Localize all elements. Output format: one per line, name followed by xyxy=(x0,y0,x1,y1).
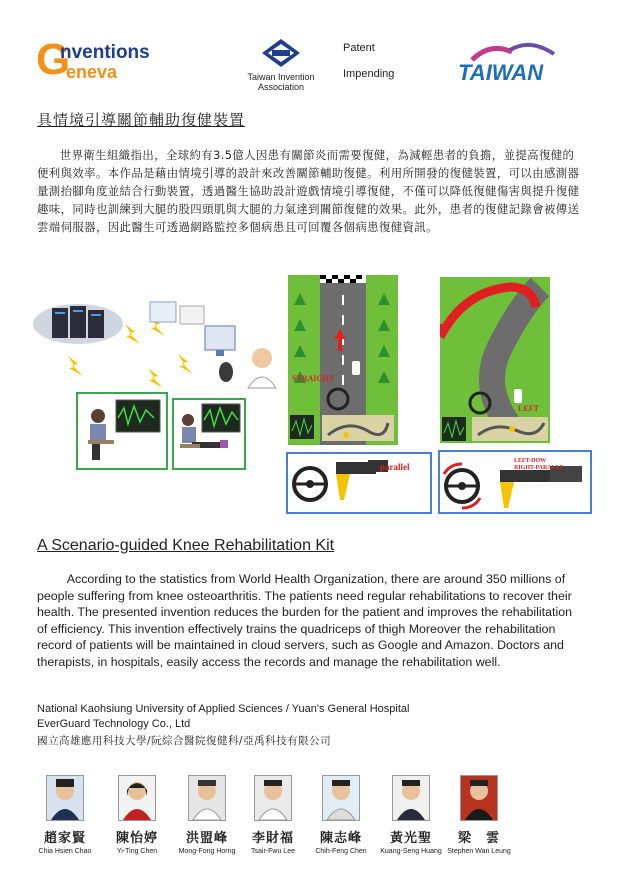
organization-line2: EverGuard Technology Co., Ltd xyxy=(37,718,191,730)
game-screen-straight xyxy=(288,275,398,445)
person-zh-name: 陳怡婷 xyxy=(115,831,158,846)
person-zh-name: 李財福 xyxy=(251,831,294,846)
person-en-name: Stephen Wan Leung xyxy=(447,848,511,855)
person-card xyxy=(102,775,172,855)
logo-geneva-text: eneva xyxy=(66,62,118,82)
logo-inventions-text: nventions xyxy=(60,42,150,63)
organization-line3-zh: 國立高雄應用科技大學/阮綜合醫院復健科/亞禹科技有限公司 xyxy=(37,735,332,747)
game-screen-left-turn xyxy=(440,277,550,443)
person-zh-name: 洪盟峰 xyxy=(185,831,228,846)
person-zh-name: 黃光聖 xyxy=(389,831,432,846)
microphone-icon xyxy=(219,362,233,382)
inventions-geneva-logo xyxy=(36,35,176,88)
lightning-icon xyxy=(125,324,140,344)
zh-title: 具情境引導關節輔助復健裝置 xyxy=(37,111,246,129)
person-card xyxy=(238,775,308,855)
taiwan-invention-association-logo xyxy=(246,38,316,94)
person-zh-name: 陳志峰 xyxy=(319,831,362,846)
car-icon xyxy=(514,389,522,403)
person-card xyxy=(376,775,446,855)
avatar xyxy=(322,775,360,821)
document-icon xyxy=(150,302,176,322)
person-card xyxy=(444,775,514,855)
parallel-label: parallel xyxy=(380,462,410,472)
patient-leg-raised-panel xyxy=(172,398,246,470)
person-en-name: Tsair-Fwu Lee xyxy=(251,848,295,855)
patient-seated-panel xyxy=(76,392,168,470)
taiwan-logo xyxy=(450,40,590,86)
left-label: LEFT xyxy=(518,404,539,413)
foot-sensor-icon xyxy=(500,482,514,508)
avatar xyxy=(392,775,430,821)
tia-emblem-icon xyxy=(261,38,301,68)
zh-paragraph: 世界衛生組織指出，全球約有3.5億人因患有關節炎而需要復健，為減輕患者的負擔，並提高復健的便利與效率。本作品是藉由情境引導的設計來改善關節輔助復健。利用所開發的復健裝置，可以由感測器量測抬腳角度並結合行動裝置，透過醫生協助設計遊戲情境引導復健，不僅可以降低復健傷害與提升復健趣味，同時也訓練到大腿的股四頭肌與大腿的力氣達到關節復健的效果。此外，患者的復健記錄會被傳送雲端伺服器，因此醫生可透過網路監控多個病患且可回覆各個病患復健資訊。 xyxy=(37,148,580,234)
association-line1: Taiwan Invention xyxy=(247,72,315,82)
organization-line1: National Kaohsiung University of Applied Sciences / Yuan's General Hospital xyxy=(37,703,410,715)
avatar xyxy=(460,775,498,821)
patent-label: Patent xyxy=(343,42,375,54)
person-zh-name: 梁 雲 xyxy=(457,831,500,846)
person-card xyxy=(306,775,376,855)
patient-icon xyxy=(91,409,105,423)
foot-sensor-icon xyxy=(336,474,350,500)
taiwan-logo-text: TAIWAN xyxy=(458,60,544,85)
person-zh-name: 趙家賢 xyxy=(43,831,86,846)
association-line2: Association xyxy=(257,82,305,92)
taiwan-swoosh-icon xyxy=(472,48,512,60)
en-paragraph: According to the statistics from World Health Organization, there are around 350 millions of people suffering from knee osteoarthritis. The patients need regular rehabilitations to recover their health. The presented invention reduces the burden for the patient and improves the rehabilitation of efficiency. This invention effectively trains the quadriceps of thigh Moreover the rehabilitation record of patients will be maintained in cloud servers, such as Google and Amazon. Doctors and therapists, in hospitals, easily access the records and manage the rehabilitation well. xyxy=(37,572,572,669)
avatar xyxy=(254,775,292,821)
straight-label: STRAIGHT xyxy=(292,374,335,383)
car-icon xyxy=(352,361,360,375)
turn-label-2: RIGHT-PARALLE xyxy=(514,465,564,471)
person-en-name: Chih-Feng Chen xyxy=(315,848,367,855)
parallel-panel xyxy=(286,452,432,514)
person-en-name: Yi-Ting Chen xyxy=(116,848,158,855)
avatar xyxy=(46,775,84,821)
impending-label: Impending xyxy=(343,68,395,80)
avatar xyxy=(188,775,226,821)
monitor-icon xyxy=(202,404,240,432)
person-en-name: Kuang-Seng Huang xyxy=(380,848,442,855)
patient-icon xyxy=(182,414,194,426)
turn-label-1: LEFT-DOW xyxy=(514,458,547,464)
person-en-name: Chia Hsien Chao xyxy=(38,848,92,855)
en-title: A Scenario-guided Knee Rehabilitation Kit xyxy=(37,537,335,554)
turn-panel xyxy=(438,450,592,514)
person-card xyxy=(172,775,242,855)
monitor-icon xyxy=(205,326,235,350)
avatar xyxy=(118,775,156,821)
doctor-icon xyxy=(252,348,272,368)
person-en-name: Mong-Fong Horng xyxy=(178,848,236,855)
person-card xyxy=(30,775,100,855)
logo-g-letter: G xyxy=(36,35,71,84)
